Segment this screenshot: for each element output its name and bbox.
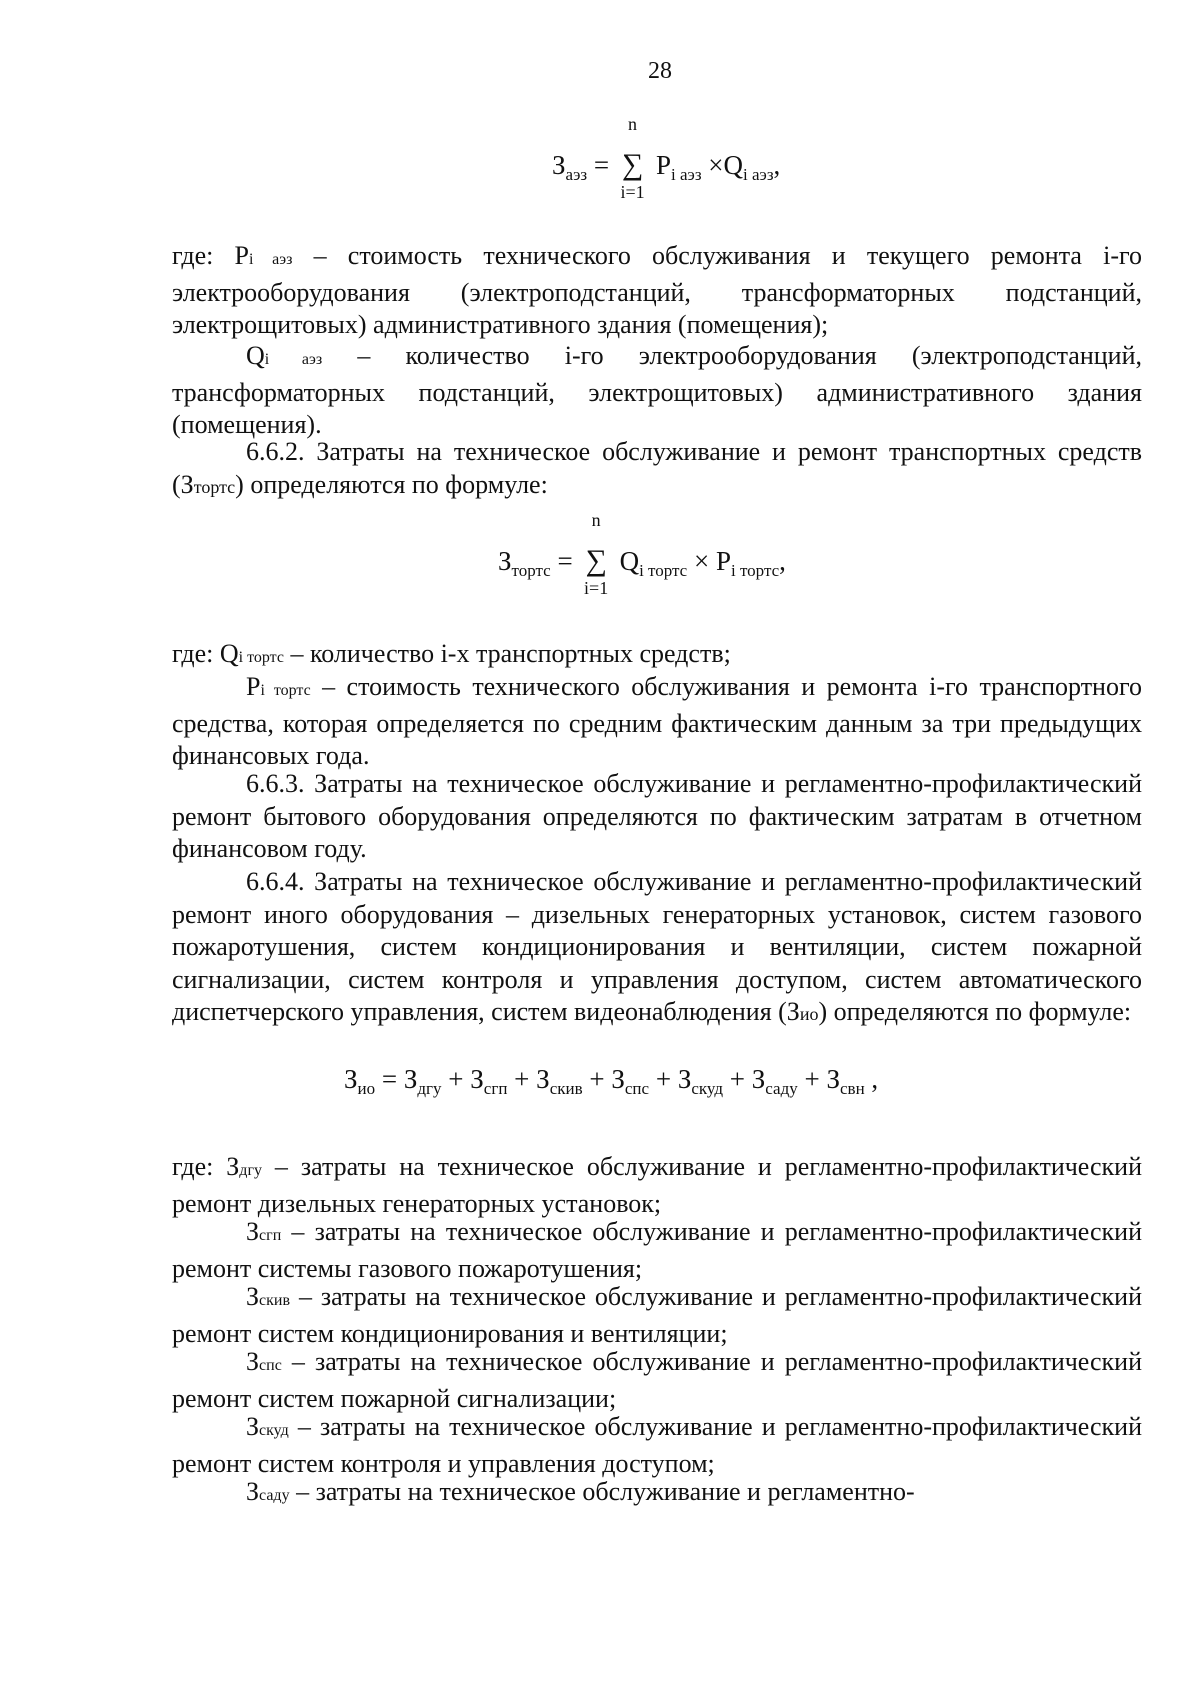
sum-symbol: ∑ n i=1: [584, 510, 609, 598]
formula-term: З: [611, 1064, 625, 1094]
page-number: 28: [648, 58, 672, 84]
formula-operator: +: [589, 1064, 605, 1094]
formula-term: З: [677, 1064, 692, 1094]
definition-sps: Зспс – затраты на техническое обслуживание и регламентно-профилактический ремонт систем пожарной сигнализации;: [172, 1347, 1142, 1413]
formula-aez: $З_{аэз}$ = ∑ n i=1 $P_{i аэз} \times Q_{i аэз}$,: [552, 114, 781, 202]
definition-sadu: Зсаду – затраты на техническое обслуживание и регламентно-: [246, 1477, 915, 1506]
formula-term: З: [403, 1064, 418, 1094]
definition-q-aez: Qi аэз – количество i-го электрооборудования (электроподстанций, трансформаторных подстанций, электрощитовых) административного здания (помещения).: [172, 341, 1142, 439]
formula-operator: ,: [871, 1064, 879, 1094]
formula-term-subscript: саду: [765, 1079, 798, 1098]
sum-symbol: ∑ n i=1: [620, 114, 645, 202]
formula-term-subscript: свн: [840, 1079, 865, 1098]
formula-operator: +: [655, 1064, 672, 1094]
formula-tortc: $З_{тортс}$ = ∑ n i=1 $Q_{i тортс} \times P_{i тортс}$,: [498, 510, 786, 598]
formula-operator: +: [804, 1064, 820, 1094]
formula-operator: +: [514, 1064, 530, 1094]
formula-term-subscript: сгп: [483, 1079, 508, 1098]
definition-p-aez: где: Pi аэз – стоимость технического обслуживания и текущего ремонта i-го электрооборудования (электроподстанций, трансформаторных подстанций, электрощитовых) административного здания (помещения);: [172, 241, 1143, 339]
formula-term-subscript: скив: [549, 1079, 583, 1098]
definition-q-tortc: где: Qi тортс – количество i-х транспортных средств;: [172, 639, 731, 668]
formula-term-subscript: скуд: [691, 1079, 724, 1098]
formula-term: З: [751, 1064, 766, 1094]
formula-term: З: [826, 1064, 840, 1094]
formula-term: З: [536, 1064, 550, 1094]
definition-sgp: Зсгп – затраты на техническое обслуживание и регламентно-профилактический ремонт системы газового пожаротушения;: [172, 1217, 1142, 1283]
formula-term-subscript: дгу: [417, 1079, 442, 1098]
formula-io: $З_{ио} = З_{дгу} + З_{сгп} + З_{скив} + З_{спс} + З_{скуд} + З_{саду} + З_{свн}$ ,: [344, 1064, 879, 1098]
formula-operator: +: [729, 1064, 745, 1094]
formula-operator: +: [448, 1064, 464, 1094]
definition-skud: Зскуд – затраты на техническое обслуживание и регламентно-профилактический ремонт систем контроля и управления доступом;: [172, 1412, 1142, 1478]
clause-6-6-3: 6.6.3. Затраты на техническое обслуживание и регламентно-профилактический ремонт бытового оборудования определяются по фактическим затратам в отчетном финансовом году.: [172, 769, 1142, 863]
definition-skiv: Зскив – затраты на техническое обслуживание и регламентно-профилактический ремонт систем кондиционирования и вентиляции;: [172, 1282, 1142, 1348]
definition-p-tortc: Pi тортс – стоимость технического обслуживания и ремонта i-го транспортного средства, которая определяется по средним фактическим данным за три предыдущих финансовых года.: [172, 672, 1142, 770]
clause-6-6-4: 6.6.4. Затраты на техническое обслуживание и регламентно-профилактический ремонт иного оборудования – дизельных генераторных установок, систем газового пожаротушения, систем кондиционирования и вентиляции, систем пожарной сигнализации, систем контроля и управления доступом, систем автоматического диспетчерского управления, систем видеонаблюдения (Зио) определяются по формуле:: [172, 867, 1142, 1026]
clause-6-6-2: 6.6.2. Затраты на техническое обслуживание и ремонт транспортных средств (Зтортс) определяются по формуле:: [172, 437, 1142, 499]
definition-dgu: где: Здгу – затраты на техническое обслуживание и регламентно-профилактический ремонт дизельных генераторных установок;: [172, 1152, 1142, 1218]
formula-term-subscript: спс: [624, 1079, 650, 1098]
formula-term: З: [470, 1064, 484, 1094]
